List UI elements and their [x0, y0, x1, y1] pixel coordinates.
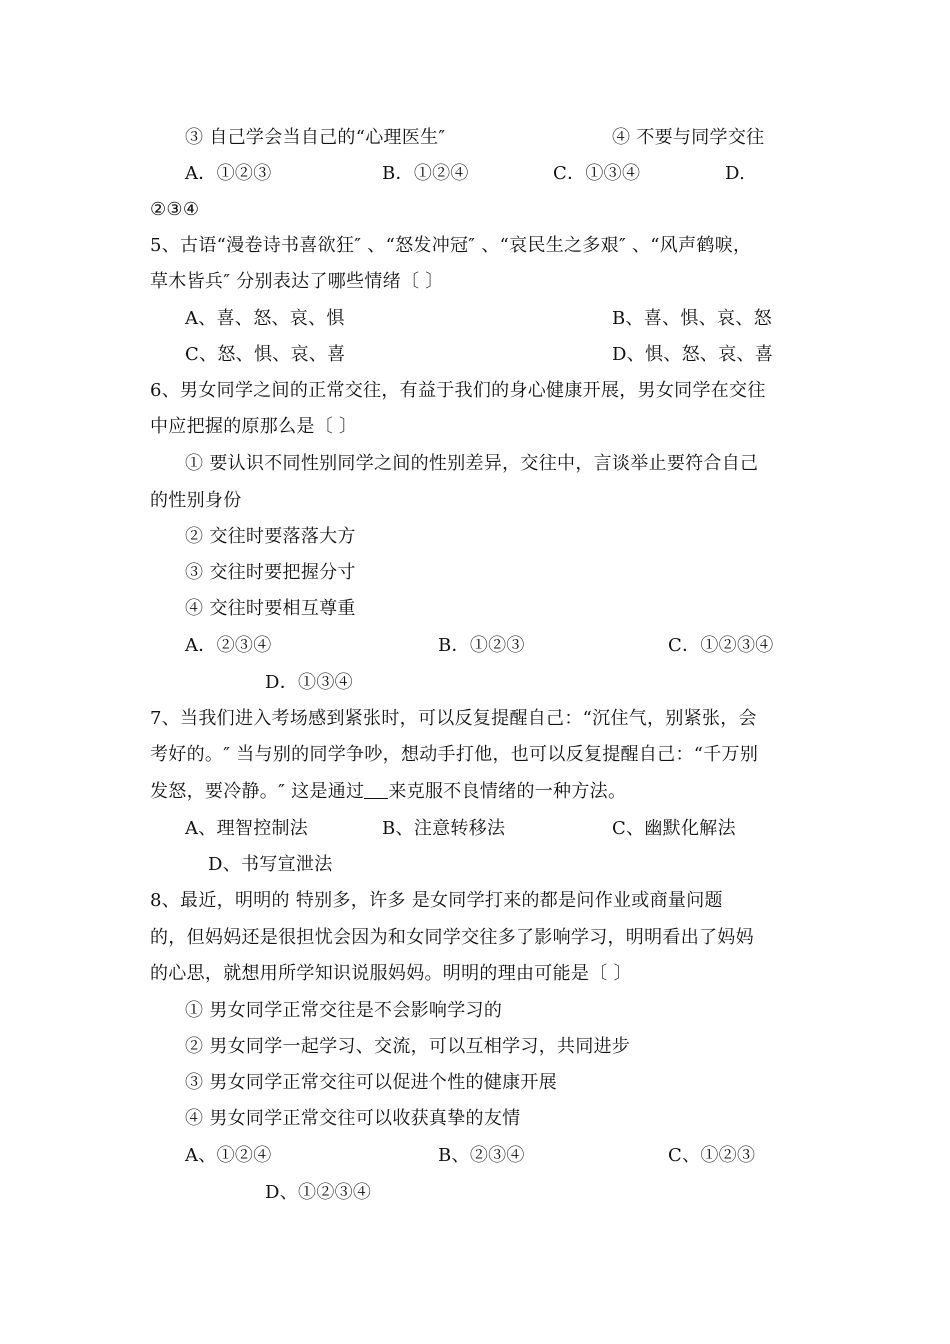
q6-item-1-line-1: ① 要认识不同性别同学之间的性别差异，交往中，言谈举止要符合自己 — [185, 453, 759, 474]
q8-option-b: B、②③④ — [438, 1145, 525, 1166]
q6-option-a: A．②③④ — [185, 635, 272, 656]
q6-stem-line-2: 中应把握的原那么是〔 〕 — [150, 416, 358, 437]
q4-option-c: C．①③④ — [553, 163, 641, 184]
q7-option-a: A、理智控制法 — [185, 818, 309, 839]
q7-stem-line-2: 考好的。″ 当与别的同学争吵，想动手打他，也可以反复提醒自己：“千万别 — [150, 744, 759, 765]
q8-item-1: ① 男女同学正常交往是不会影响学习的 — [185, 1000, 503, 1021]
q5-stem-line-1: 5、古语“漫卷诗书喜欲狂″ 、“怒发冲冠″ 、“哀民生之多艰″ 、“风声鹤唳， — [150, 235, 752, 256]
q5-option-b: B、喜、惧、哀、怒 — [612, 308, 772, 329]
q7-option-b: B、注意转移法 — [382, 818, 506, 839]
q8-item-4: ④ 男女同学正常交往可以收获真挚的友情 — [185, 1108, 521, 1129]
q7-stem-line-3-post: 来克服不良情绪的一种方法。 — [388, 781, 627, 802]
q5-option-d: D、惧、怒、哀、喜 — [612, 344, 774, 365]
q4-item-4: ④ 不要与同学交往 — [612, 127, 765, 148]
q8-option-c: C、①②③ — [668, 1145, 756, 1166]
q6-item-2: ② 交往时要落落大方 — [185, 526, 356, 547]
q8-option-d: D、①②③④ — [265, 1182, 372, 1203]
q7-option-d: D、书写宣泄法 — [208, 854, 333, 875]
q5-stem-line-2: 草木皆兵″ 分别表达了哪些情绪〔 〕 — [150, 271, 444, 292]
q5-option-a: A、喜、怒、哀、惧 — [185, 308, 345, 329]
q6-item-1-line-2: 的性别身份 — [150, 490, 242, 511]
q8-item-2: ② 男女同学一起学习、交流，可以互相学习，共同进步 — [185, 1036, 631, 1057]
q5-option-c: C、怒、惧、哀、喜 — [185, 344, 346, 365]
q6-item-4: ④ 交往时要相互尊重 — [185, 598, 356, 619]
q7-stem-line-3 — [150, 780, 626, 804]
q8-stem-line-2: 的，但妈妈还是很担忧会因为和女同学交往多了影响学习，明明看出了妈妈 — [150, 927, 754, 948]
q7-stem-line-3-pre: 发怒，要冷静。″ 这是通过 — [150, 781, 365, 802]
q4-option-d-label: D. — [725, 163, 746, 184]
q6-option-d: D．①③④ — [265, 672, 353, 693]
q4-option-b: B．①②④ — [382, 163, 469, 184]
q8-stem-line-3: 的心思，就想用所学知识说服妈妈。明明的理由可能是〔 〕 — [150, 963, 632, 984]
fill-in-blank — [364, 782, 388, 799]
q8-stem-line-1: 8、最近，明明的 特别多，许多 是女同学打来的都是问作业或商量问题 — [150, 890, 723, 911]
q8-option-a: A、①②④ — [185, 1145, 272, 1166]
q6-item-3: ③ 交往时要把握分寸 — [185, 562, 356, 583]
q4-option-a: A．①②③ — [185, 163, 272, 184]
q7-option-c: C、幽默化解法 — [612, 818, 736, 839]
q6-stem-line-1: 6、男女同学之间的正常交往，有益于我们的身心健康开展，男女同学在交往 — [150, 380, 766, 401]
q4-item-3: ③ 自己学会当自己的“心理医生″ — [185, 127, 446, 148]
q6-option-c: C．①②③④ — [668, 635, 774, 656]
q7-stem-line-1: 7、当我们进入考场感到紧张时，可以反复提醒自己：“沉住气，别紧张，会 — [150, 708, 757, 729]
q6-option-b: B．①②③ — [438, 635, 525, 656]
q8-item-3: ③ 男女同学正常交往可以促进个性的健康开展 — [185, 1072, 558, 1093]
q4-option-d-value: ②③④ — [150, 199, 200, 220]
